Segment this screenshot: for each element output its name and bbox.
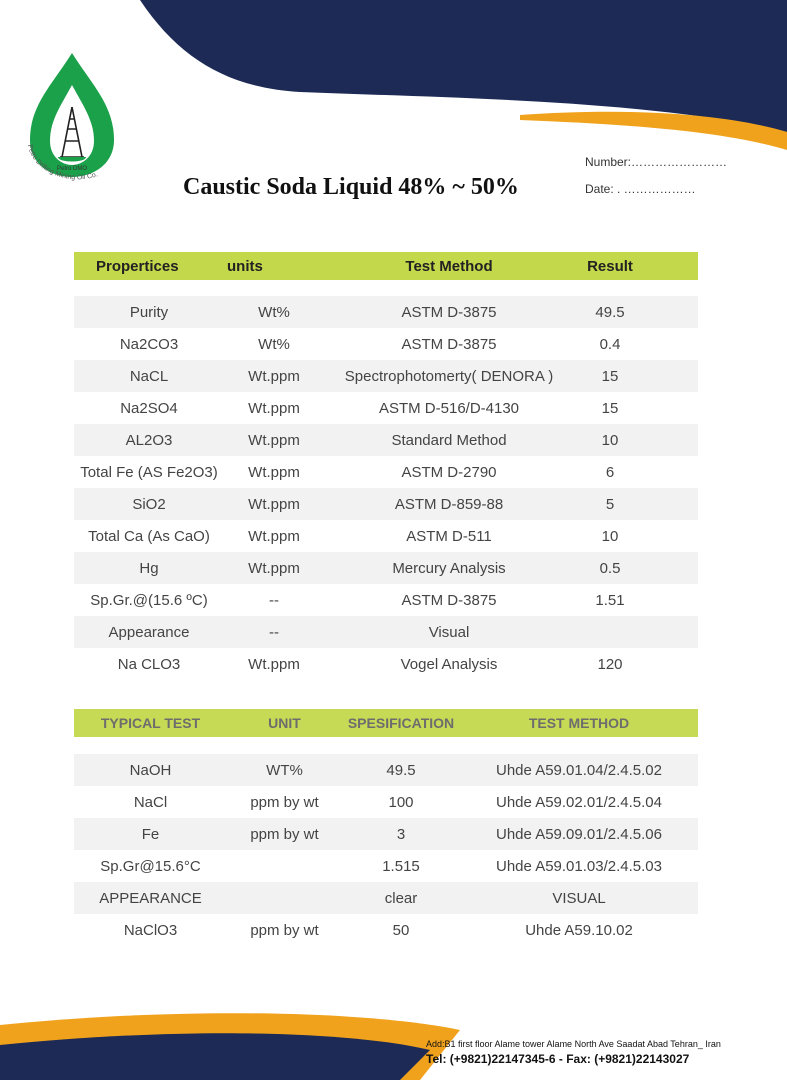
properties-table: [74, 252, 698, 680]
typical-test-row: [74, 850, 698, 882]
property-row-cell: --: [269, 623, 279, 641]
property-row-cell: 10: [601, 527, 619, 545]
property-row-cell: Total Fe (AS Fe2O3): [80, 463, 218, 481]
property-row-cell: Total Ca (As CaO): [88, 527, 210, 545]
property-row-cell: 0.5: [599, 559, 621, 577]
footer-address: Add:B1 first floor Alame tower Alame North Ave Saadat Abad Tehran_ Iran: [426, 1039, 721, 1049]
property-row-cell: Wt%: [258, 335, 290, 353]
property-row-cell: Na2SO4: [120, 399, 178, 417]
typical-test-row-cell: NaCl: [133, 793, 168, 811]
date-field: Date: . ………………: [585, 182, 696, 196]
property-row: [74, 520, 698, 552]
typical-test-row-cell: Fe: [141, 825, 160, 843]
properties-table-header: [74, 252, 698, 280]
typical-test-row-cell: NaClO3: [123, 921, 178, 939]
property-row-cell: Hg: [139, 559, 159, 577]
typical-test-row-cell: Uhde A59.01.04/2.4.5.02: [496, 761, 662, 779]
property-row: [74, 616, 698, 648]
property-row-cell: Sp.Gr.@(15.6 ºC): [90, 591, 208, 609]
typical-test-row-cell: NaOH: [129, 761, 172, 779]
typical-test-row: [74, 818, 698, 850]
property-row: [74, 552, 698, 584]
property-row: [74, 424, 698, 456]
property-row: [74, 648, 698, 680]
logo-abbr: Petro DMO: [56, 166, 88, 172]
typical-test-row: [74, 882, 698, 914]
typical-test-row-cell: Uhde A59.10.02: [525, 921, 633, 939]
typical-test-row-cell: clear: [384, 889, 418, 907]
header-test-method: Test Method: [405, 257, 493, 275]
property-row-cell: --: [269, 591, 279, 609]
property-row-cell: AL2O3: [125, 431, 173, 449]
property-row: [74, 296, 698, 328]
property-row: [74, 328, 698, 360]
typical-test-row-cell: 49.5: [386, 761, 416, 779]
property-row-cell: ASTM D-516/D-4130: [378, 399, 520, 417]
property-row-cell: Wt.ppm: [248, 655, 300, 673]
typical-test-row-cell: 1.515: [382, 857, 420, 875]
header-properties: Propertices: [96, 257, 179, 275]
property-row-cell: ASTM D-859-88: [394, 495, 504, 513]
typical-test-row-cell: WT%: [266, 761, 303, 779]
typical-test-row-cell: ppm by wt: [250, 921, 319, 939]
property-row-cell: Wt.ppm: [248, 463, 300, 481]
logo-text: Petro Drilling Mining Oil Co.: [25, 143, 99, 182]
property-row-cell: Wt.ppm: [248, 399, 300, 417]
property-row-cell: NaCL: [129, 367, 169, 385]
property-row-cell: Spectrophotomerty( DENORA ): [344, 367, 554, 385]
header-unit: UNIT: [268, 715, 301, 731]
typical-test-table: [74, 709, 698, 946]
properties-table-body: [74, 296, 698, 680]
property-row: [74, 488, 698, 520]
typical-test-row-cell: Sp.Gr@15.6°C: [100, 857, 201, 875]
header-units: units: [227, 257, 263, 275]
property-row-cell: Visual: [428, 623, 470, 641]
header-result: Result: [587, 257, 633, 275]
number-field: Number:……………………: [585, 155, 728, 169]
property-row-cell: 15: [601, 367, 619, 385]
document-title: Caustic Soda Liquid 48% ~ 50%: [183, 174, 519, 200]
property-row: [74, 360, 698, 392]
typical-test-row-cell: VISUAL: [552, 889, 606, 907]
property-row-cell: Na2CO3: [119, 335, 179, 353]
property-row-cell: 5: [605, 495, 615, 513]
typical-test-table-body: [74, 754, 698, 946]
property-row: [74, 392, 698, 424]
typical-test-row: [74, 786, 698, 818]
property-row-cell: Mercury Analysis: [392, 559, 506, 577]
typical-test-row: [74, 754, 698, 786]
typical-test-row-cell: APPEARANCE: [99, 889, 202, 907]
footer-phone: Tel: (+9821)22147345-6 - Fax: (+9821)22143027: [426, 1052, 690, 1066]
typical-test-row-cell: 50: [392, 921, 410, 939]
property-row-cell: ASTM D-3875: [401, 591, 497, 609]
property-row-cell: Wt.ppm: [248, 367, 300, 385]
property-row-cell: ASTM D-511: [406, 527, 492, 545]
property-row-cell: Standard Method: [391, 431, 507, 449]
typical-test-row: [74, 914, 698, 946]
typical-test-row-cell: ppm by wt: [250, 825, 319, 843]
property-row-cell: 6: [605, 463, 615, 481]
property-row-cell: 49.5: [595, 303, 625, 321]
property-row-cell: Na CLO3: [117, 655, 181, 673]
typical-test-row-cell: Uhde A59.01.03/2.4.5.03: [496, 857, 662, 875]
property-row-cell: Vogel Analysis: [400, 655, 498, 673]
header-test-method-2: TEST METHOD: [528, 715, 630, 731]
property-row-cell: 0.4: [599, 335, 621, 353]
property-row: [74, 456, 698, 488]
header-typical-test: TYPICAL TEST: [100, 715, 201, 731]
property-row-cell: ASTM D-3875: [401, 303, 497, 321]
typical-test-table-header: [74, 709, 698, 737]
property-row-cell: 10: [601, 431, 619, 449]
property-row-cell: Wt%: [258, 303, 290, 321]
property-row-cell: Purity: [129, 303, 169, 321]
property-row-cell: ASTM D-2790: [401, 463, 497, 481]
property-row-cell: ASTM D-3875: [401, 335, 497, 353]
property-row-cell: Wt.ppm: [248, 527, 300, 545]
property-row-cell: 1.51: [595, 591, 625, 609]
typical-test-row-cell: ppm by wt: [250, 793, 319, 811]
header-specification: SPESIFICATION: [347, 715, 455, 731]
property-row-cell: Wt.ppm: [248, 431, 300, 449]
property-row-cell: SiO2: [132, 495, 166, 513]
property-row-cell: Wt.ppm: [248, 495, 300, 513]
property-row-cell: 120: [597, 655, 623, 673]
property-row: [74, 584, 698, 616]
typical-test-row-cell: Uhde A59.09.01/2.4.5.06: [496, 825, 662, 843]
property-row-cell: Wt.ppm: [248, 559, 300, 577]
typical-test-row-cell: 100: [388, 793, 414, 811]
typical-test-row-cell: Uhde A59.02.01/2.4.5.04: [496, 793, 662, 811]
property-row-cell: Appearance: [108, 623, 190, 641]
typical-test-row-cell: 3: [396, 825, 406, 843]
company-logo: [22, 45, 140, 185]
property-row-cell: 15: [601, 399, 619, 417]
